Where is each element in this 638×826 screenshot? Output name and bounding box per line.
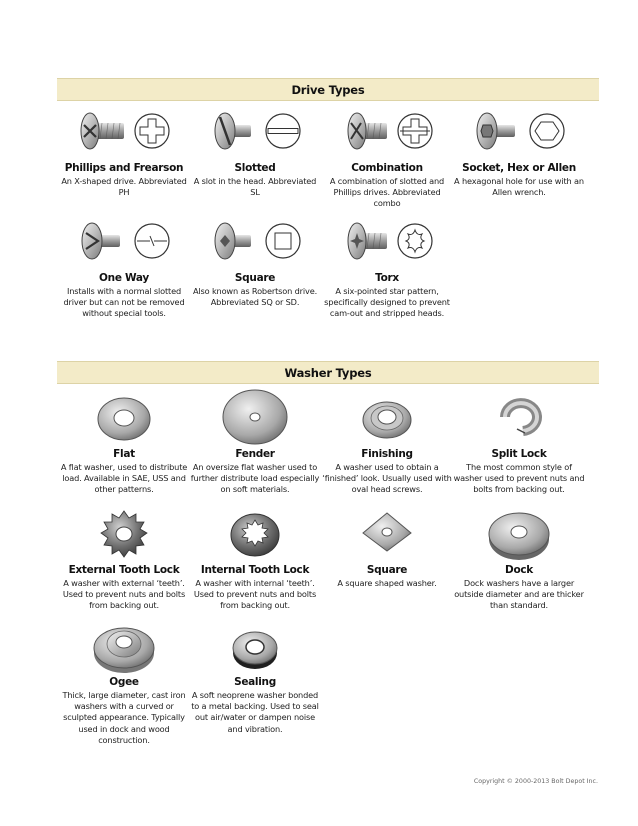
drive-type-desc: A hexagonal hole for use with an Allen wrench. [454,176,584,198]
washer-type-title: Flat [113,448,135,460]
washer-type-square [320,502,454,589]
finishing-washer-icon [327,387,447,447]
flat-washer-icon [64,387,184,447]
washer-type-title: Square [366,564,408,576]
washer-type-dock [452,502,586,612]
washer-type-title: External Tooth Lock [68,564,180,576]
washer-types-header: Washer Types [57,361,599,384]
drive-type-title: Slotted [234,162,276,174]
combination-screw-icon [327,101,447,161]
washer-type-title: Internal Tooth Lock [200,564,310,576]
washer-type-sealing [188,614,322,735]
washer-type-split-lock [452,386,586,496]
drive-type-desc: A six-pointed star pattern, specifically designed to prevent cam-out and stripped heads. [324,286,450,319]
one-way-screw-icon [64,211,184,271]
fender-washer-icon [195,387,315,447]
drive-type-desc: A slot in the head. Abbreviated SL [193,176,317,198]
drive-type-title: Combination [351,162,423,174]
split-lock-washer-icon [459,387,579,447]
washer-type-desc: A washer with external ‘teeth’. Used to prevent nuts and bolts from backing out. [62,578,186,611]
washer-type-title: Finishing [361,448,413,460]
square-drive-screw-icon [195,211,315,271]
hex-socket-screw-icon [459,101,579,161]
square-washer-icon [327,503,447,563]
drive-type-phillips [57,100,191,198]
washer-type-title: Fender [235,448,275,460]
washer-type-desc: A washer with internal ‘teeth’. Used to prevent nuts and bolts from backing out. [193,578,317,611]
washer-type-external-tooth [57,502,191,612]
washer-type-title: Split Lock [491,448,547,460]
drive-types-header: Drive Types [57,78,599,101]
drive-type-slotted [188,100,322,198]
drive-type-title: Phillips and Frearson [64,162,184,174]
phillips-screw-icon [64,101,184,161]
washer-type-title: Dock [505,564,533,576]
drive-type-one-way [57,210,191,320]
washer-type-desc: A washer used to obtain a ‘finished’ look. Usually used with oval head screws. [322,462,452,495]
drive-type-title: Torx [375,272,399,284]
washer-type-title: Sealing [234,676,276,688]
ogee-washer-icon [64,615,184,675]
washer-type-desc: A flat washer, used to distribute load. Available in SAE, USS and other patterns. [60,462,188,495]
washer-type-internal-tooth [188,502,322,612]
drive-type-desc: Also known as Robertson drive. Abbreviated SQ or SD. [192,286,318,308]
washer-type-finishing [320,386,454,496]
washer-type-desc: An oversize flat washer used to further distribute load especially on soft materials. [190,462,320,495]
washer-type-desc: A square shaped washer. [337,578,437,588]
drive-type-square [188,210,322,308]
drive-type-desc: An X-shaped drive. Abbreviated PH [61,176,187,198]
torx-screw-icon [327,211,447,271]
washer-type-fender [188,386,322,496]
washer-type-flat [57,386,191,496]
drive-type-combination [320,100,454,210]
washer-type-desc: The most common style of washer used to prevent nuts and bolts from backing out. [453,462,585,495]
washer-type-ogee [57,614,191,746]
internal-tooth-washer-icon [195,503,315,563]
drive-type-desc: Installs with a normal slotted driver but can not be removed without special tools. [63,286,185,319]
drive-type-hex [452,100,586,198]
external-tooth-washer-icon [64,503,184,563]
slotted-screw-icon [195,101,315,161]
washer-type-desc: Thick, large diameter, cast iron washers with a curved or sculpted appearance. Typically used in dock and wood construction. [62,690,186,745]
drive-type-title: One Way [99,272,149,284]
drive-type-title: Socket, Hex or Allen [462,162,576,174]
washer-type-title: Ogee [109,676,139,688]
drive-type-torx [320,210,454,320]
drive-type-desc: A combination of slotted and Phillips drives. Abbreviated combo [329,176,445,209]
washer-type-desc: A soft neoprene washer bonded to a metal backing. Used to seal out air/water or dampen noise and vibration. [191,690,319,734]
sealing-washer-icon [195,615,315,675]
copyright-notice: Copyright © 2000-2013 Bolt Depot Inc. [473,778,598,785]
washer-type-desc: Dock washers have a larger outside diameter and are thicker than standard. [454,578,584,611]
drive-type-title: Square [234,272,276,284]
dock-washer-icon [459,503,579,563]
